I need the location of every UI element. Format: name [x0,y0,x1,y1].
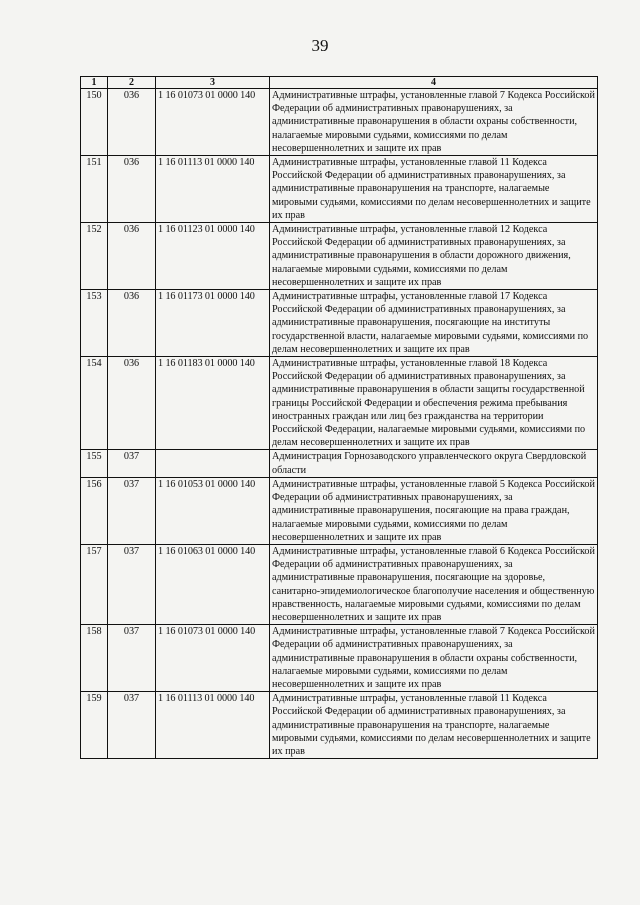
description-cell: Администрация Горнозаводского управленческого округа Свердловской области [270,450,598,477]
description-cell: Административные штрафы, установленные главой 7 Кодекса Российской Федерации об административных правонарушениях, за административные правонарушения в области охраны собственности, налагаемые мировыми судьями, комиссиями по делам несовершеннолетних и защите их прав [270,89,598,156]
row-number-cell: 159 [81,692,108,759]
classification-code-cell [156,450,270,477]
page-number: 39 [311,36,329,55]
row-number-cell: 154 [81,357,108,450]
classification-code-cell: 1 16 01183 01 0000 140 [156,357,270,450]
admin-code-cell: 036 [108,89,156,156]
column-header-4: 4 [270,77,598,89]
classification-code-cell: 1 16 01073 01 0000 140 [156,89,270,156]
table-header [81,77,598,89]
description-cell: Административные штрафы, установленные главой 6 Кодекса Российской Федерации об административных правонарушениях, за административные правонарушения, посягающие на здоровье, санитарно-эпидемиологическое благополучие населения и общественную нравственность, налагаемые мировыми судьями, комиссиями по делам несовершеннолетних и защите их прав [270,544,598,624]
classification-code-cell: 1 16 01113 01 0000 140 [156,156,270,223]
description-cell: Административные штрафы, установленные главой 11 Кодекса Российской Федерации об административных правонарушениях, за административные правонарушения на транспорте, налагаемые мировыми судьями, комиссиями по делам несовершеннолетних и защите их прав [270,156,598,223]
row-number-cell: 158 [81,625,108,692]
classification-code-cell: 1 16 01073 01 0000 140 [156,625,270,692]
header-row [81,77,598,89]
description-cell: Административные штрафы, установленные главой 5 Кодекса Российской Федерации об административных правонарушениях, за административные правонарушения, посягающие на права граждан, налагаемые мировыми судьями, комиссиями по делам несовершеннолетних и защите их прав [270,477,598,544]
row-number-cell: 153 [81,290,108,357]
description-cell: Административные штрафы, установленные главой 11 Кодекса Российской Федерации об административных правонарушениях, за административные правонарушения на транспорте, налагаемые мировыми судьями, комиссиями по делам несовершеннолетних и защите их прав [270,692,598,759]
table-row [81,357,598,450]
classification-code-cell: 1 16 01113 01 0000 140 [156,692,270,759]
classification-code-cell: 1 16 01123 01 0000 140 [156,223,270,290]
classification-code-cell: 1 16 01053 01 0000 140 [156,477,270,544]
admin-code-cell: 036 [108,156,156,223]
row-number-cell: 157 [81,544,108,624]
admin-code-cell: 036 [108,290,156,357]
table-row [81,544,598,624]
admin-code-cell: 037 [108,692,156,759]
column-header-2: 2 [108,77,156,89]
column-header-3: 3 [156,77,270,89]
description-cell: Административные штрафы, установленные главой 7 Кодекса Российской Федерации об административных правонарушениях, за административные правонарушения в области охраны собственности, налагаемые мировыми судьями, комиссиями по делам несовершеннолетних и защите их прав [270,625,598,692]
table-row [81,290,598,357]
row-number-cell: 156 [81,477,108,544]
row-number-cell: 151 [81,156,108,223]
row-number-cell: 152 [81,223,108,290]
description-cell: Административные штрафы, установленные главой 17 Кодекса Российской Федерации об административных правонарушениях, за административные правонарушения, посягающие на институты государственной власти, налагаемые мировыми судьями, комиссиями по делам несовершеннолетних и защите их прав [270,290,598,357]
classification-code-cell: 1 16 01173 01 0000 140 [156,290,270,357]
table-row [81,625,598,692]
classification-code-cell: 1 16 01063 01 0000 140 [156,544,270,624]
admin-code-cell: 037 [108,625,156,692]
row-number-cell: 150 [81,89,108,156]
description-cell: Административные штрафы, установленные главой 12 Кодекса Российской Федерации об административных правонарушениях, за административные правонарушения в области дорожного движения, налагаемые мировыми судьями, комиссиями по делам несовершеннолетних и защите их прав [270,223,598,290]
admin-code-cell: 036 [108,223,156,290]
admin-code-cell: 037 [108,477,156,544]
table-row [81,89,598,156]
table-row [81,223,598,290]
column-header-1: 1 [81,77,108,89]
table-row [81,156,598,223]
table-row [81,692,598,759]
table-row [81,477,598,544]
admin-code-cell: 037 [108,544,156,624]
revenue-classification-table [80,76,598,759]
row-number-cell: 155 [81,450,108,477]
description-cell: Административные штрафы, установленные главой 18 Кодекса Российской Федерации об административных правонарушениях, за административные правонарушения в области защиты государственной границы Российской Федерации и обеспечения режима пребывания иностранных граждан или лиц без гражданства на территории Российской Федерации, налагаемые мировыми судьями, комиссиями по делам несовершеннолетних и защите их прав [270,357,598,450]
admin-code-cell: 037 [108,450,156,477]
table-body [81,89,598,759]
admin-code-cell: 036 [108,357,156,450]
table-row [81,450,598,477]
